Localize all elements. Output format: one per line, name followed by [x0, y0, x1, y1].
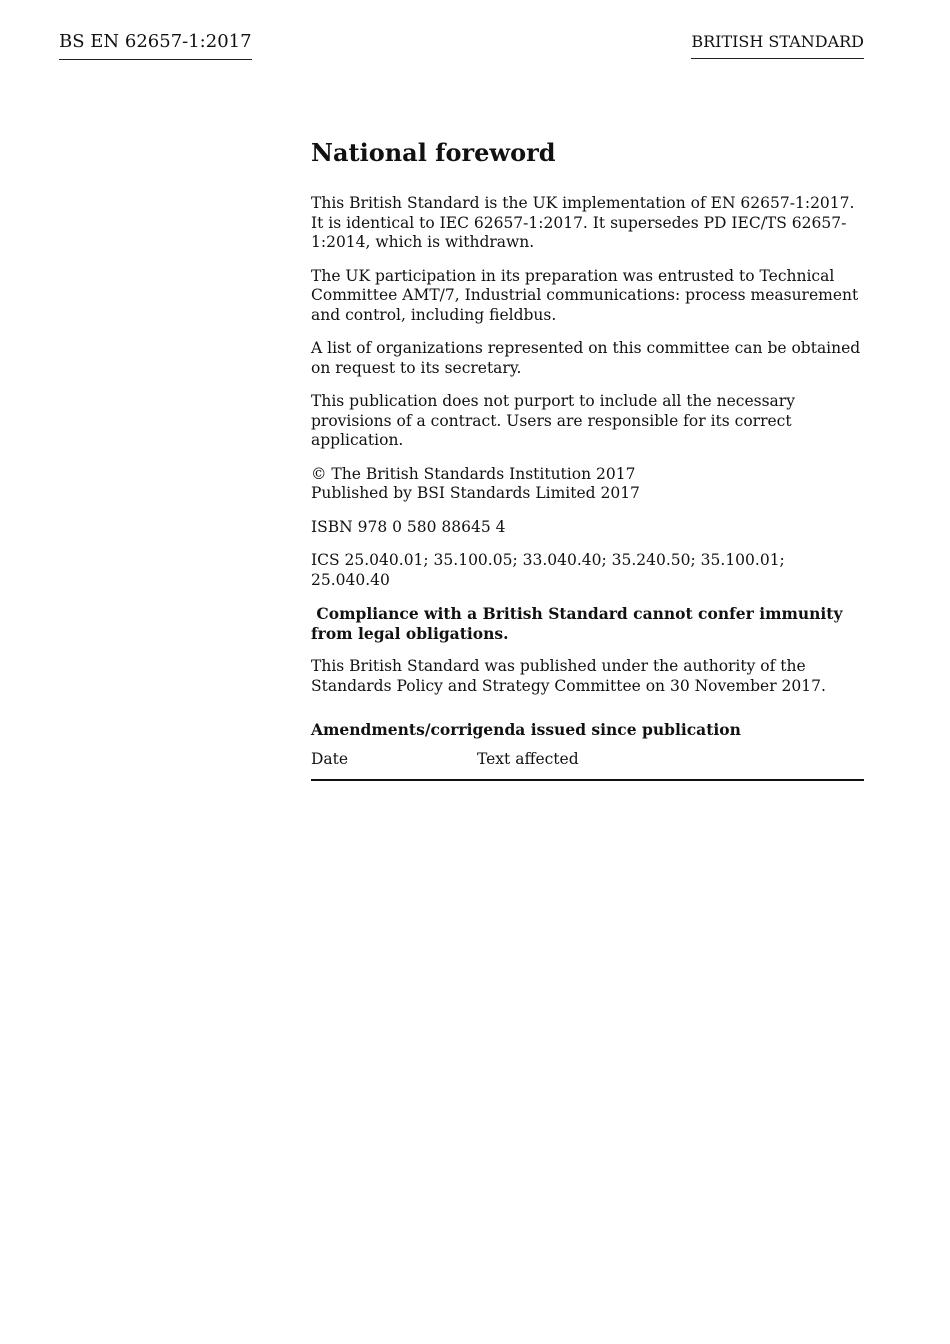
amendments-date-header: Date [311, 749, 349, 768]
amendments-heading: Amendments/corrigenda issued since publication [311, 720, 741, 739]
amendments-text-header: Text affected [477, 749, 579, 768]
copyright-block [311, 465, 864, 504]
foreword-section [311, 137, 864, 781]
publisher-line: Published by BSI Standards Limited 2017 [311, 484, 640, 502]
copyright-line: © The British Standards Institution 2017 [311, 464, 636, 483]
compliance-text: Compliance with a British Standard cannot confer immunity from legal obligations. [311, 604, 843, 643]
foreword-paragraph-committee-list: A list of organizations represented on this committee can be obtained on request to its secretary. [311, 339, 861, 377]
ics-line: ICS 25.040.01; 35.100.05; 33.040.40; 35.240.50; 35.100.01; 25.040.40 [311, 551, 785, 589]
foreword-paragraph-provisions: This publication does not purport to include all the necessary provisions of a contract. Users are responsible for its correct application. [311, 392, 795, 449]
isbn-line: ISBN 978 0 580 88645 4 [311, 517, 506, 536]
document-number: BS EN 62657-1:2017 [59, 31, 252, 60]
standard-series-label: BRITISH STANDARD [691, 32, 864, 59]
compliance-notice [311, 604, 864, 643]
foreword-paragraph-implementation: This British Standard is the UK implementation of EN 62657-1:2017. It is identical to IEC 62657-1:2017. It supersedes PD IEC/TS 62657-1:2014, which is withdrawn. [311, 194, 855, 251]
page-title: National foreword [311, 138, 556, 167]
authority-statement: This British Standard was published under the authority of the Standards Policy and Strategy Committee on 30 November 2017. [311, 657, 826, 695]
foreword-paragraph-participation: The UK participation in its preparation was entrusted to Technical Committee AMT/7, Industrial communications: process measurement and control, including fieldbus. [311, 266, 859, 324]
amendments-table [311, 750, 864, 782]
